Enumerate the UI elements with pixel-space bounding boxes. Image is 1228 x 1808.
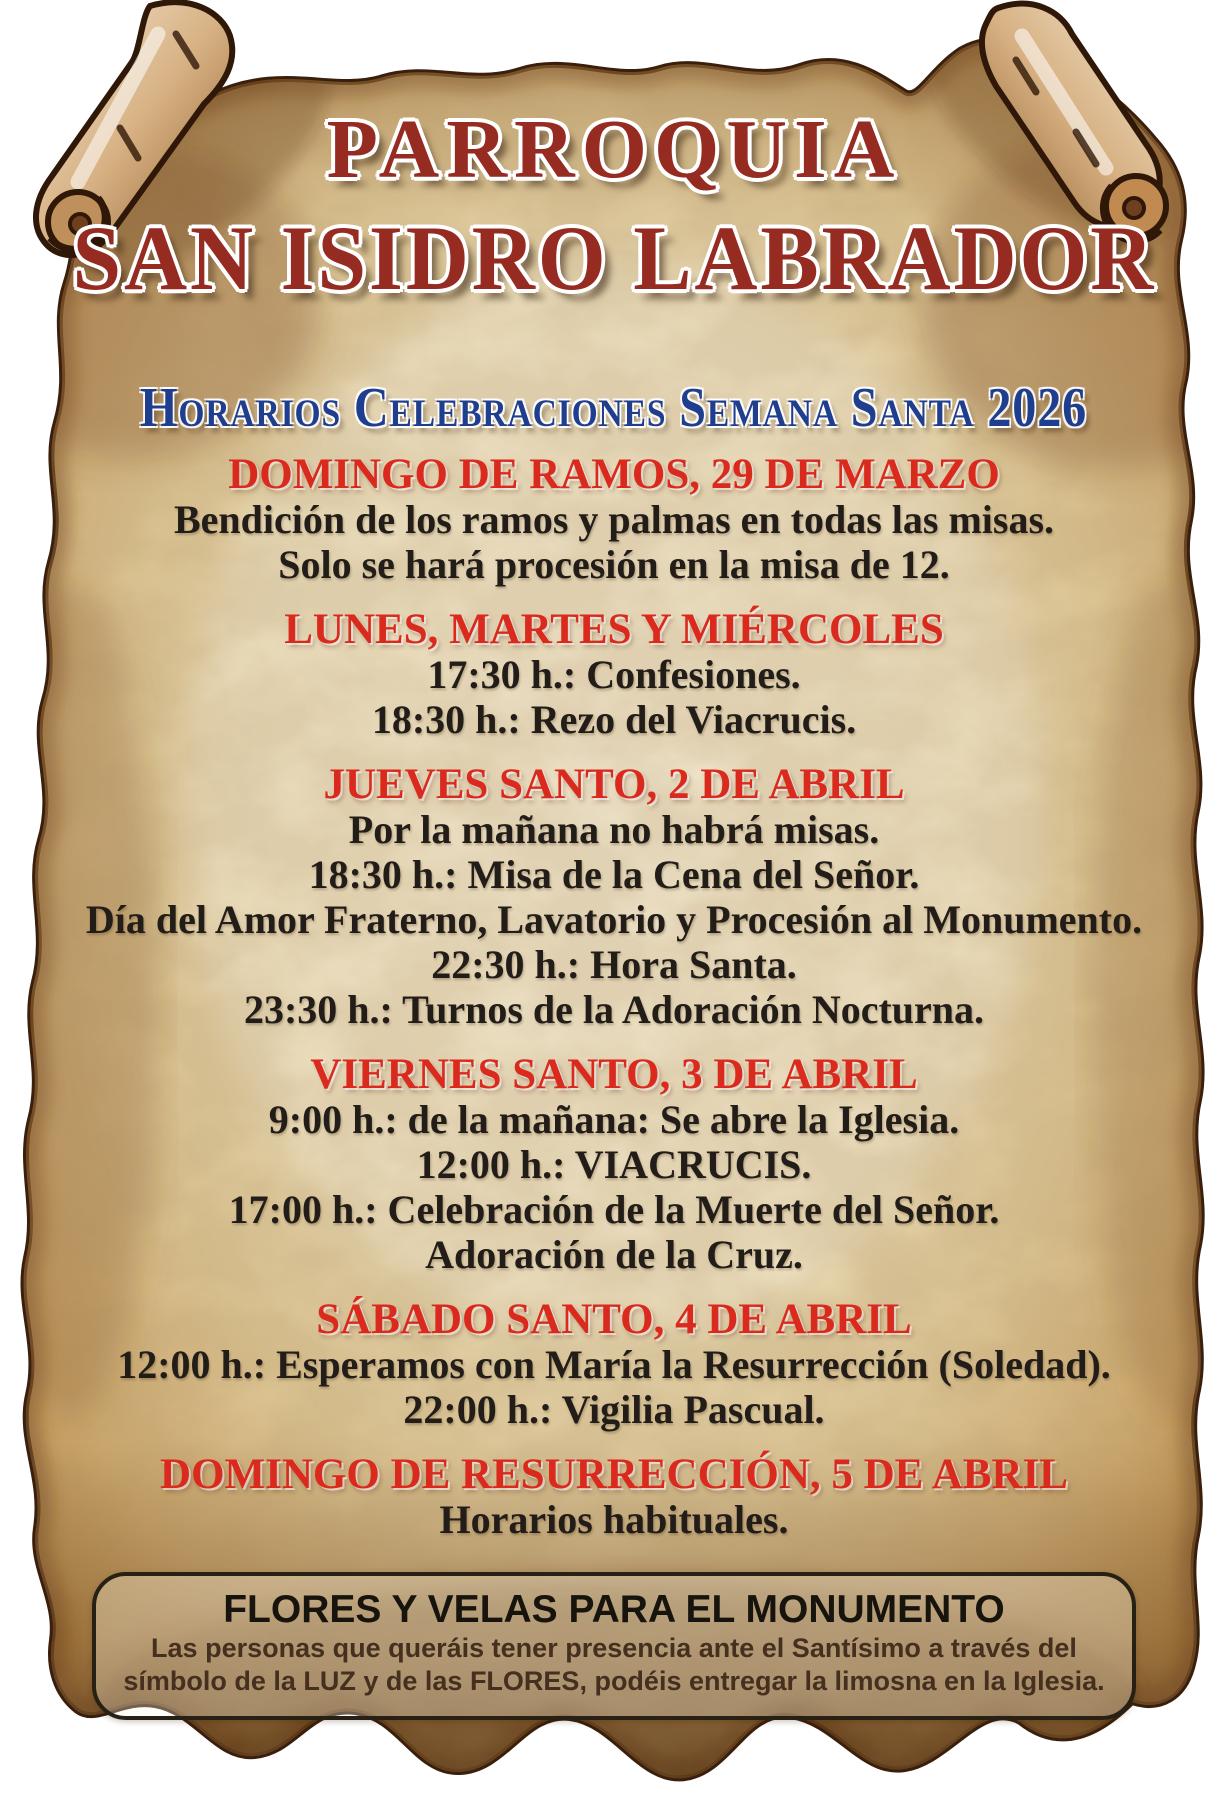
poster-subtitle-text: Horarios Celebraciones Semana Santa 2026 [140, 377, 1088, 439]
section-viernes-santo [58, 1052, 1170, 1277]
section-heading: LUNES, MARTES Y MIÉRCOLES [284, 606, 944, 653]
schedule-line: 18:30 h.: Rezo del Viacrucis. [371, 697, 857, 742]
parish-title-line2 [0, 207, 1228, 309]
notice-box-line: Las personas que queráis tener presencia ante el Santísimo a través del [151, 1633, 1077, 1663]
schedule-line: 9:00 h.: de la mañana: Se abre la Iglesia. [268, 1097, 960, 1142]
schedule [58, 452, 1170, 1542]
section-heading: VIERNES SANTO, 3 DE ABRIL [310, 1051, 918, 1098]
schedule-line: Adoración de la Cruz. [425, 1232, 803, 1277]
schedule-line: Bendición de los ramos y palmas en todas las misas. [173, 497, 1055, 542]
poster-subtitle [0, 377, 1228, 439]
parish-title-line1: PARROQUIA [326, 103, 902, 196]
section-lunes-martes-miercoles [58, 607, 1170, 742]
schedule-line: Solo se hará procesión en la misa de 12. [278, 542, 950, 587]
section-jueves-santo [58, 762, 1170, 1032]
schedule-line: 12:00 h.: VIACRUCIS. [416, 1142, 812, 1187]
section-domingo-ramos [58, 452, 1170, 587]
flores-velas-notice-box [92, 1572, 1136, 1720]
schedule-line: 22:00 h.: Vigilia Pascual. [403, 1387, 825, 1432]
schedule-line: 12:00 h.: Esperamos con María la Resurrección (Soledad). [117, 1342, 1111, 1387]
section-heading: JUEVES SANTO, 2 DE ABRIL [323, 761, 905, 808]
section-heading: SÁBADO SANTO, 4 DE ABRIL [316, 1296, 912, 1343]
schedule-line: 17:00 h.: Celebración de la Muerte del Señor. [228, 1187, 1000, 1232]
schedule-line: 22:30 h.: Hora Santa. [431, 942, 797, 987]
notice-box-line: símbolo de la LUZ y de las FLORES, podéis entregar la limosna en la Iglesia. [123, 1666, 1105, 1696]
section-domingo-resurreccion [58, 1452, 1170, 1542]
schedule-line: Día del Amor Fraterno, Lavatorio y Procesión al Monumento. [85, 897, 1143, 942]
section-heading: DOMINGO DE RESURRECCIÓN, 5 DE ABRIL [160, 1451, 1068, 1498]
schedule-line: 23:30 h.: Turnos de la Adoración Nocturna. [243, 987, 985, 1032]
schedule-line: 17:30 h.: Confesiones. [427, 652, 801, 697]
schedule-line: 18:30 h.: Misa de la Cena del Señor. [308, 852, 920, 897]
notice-box-title: FLORES Y VELAS PARA EL MONUMENTO [223, 1588, 1005, 1631]
schedule-line: Por la mañana no habrá misas. [348, 807, 880, 852]
section-heading: DOMINGO DE RAMOS, 29 DE MARZO [228, 451, 1000, 498]
schedule-line: Horarios habituales. [439, 1497, 789, 1542]
parish-title-line2-text: SAN ISIDRO LABRADOR [72, 207, 1156, 309]
section-sabado-santo [58, 1297, 1170, 1432]
